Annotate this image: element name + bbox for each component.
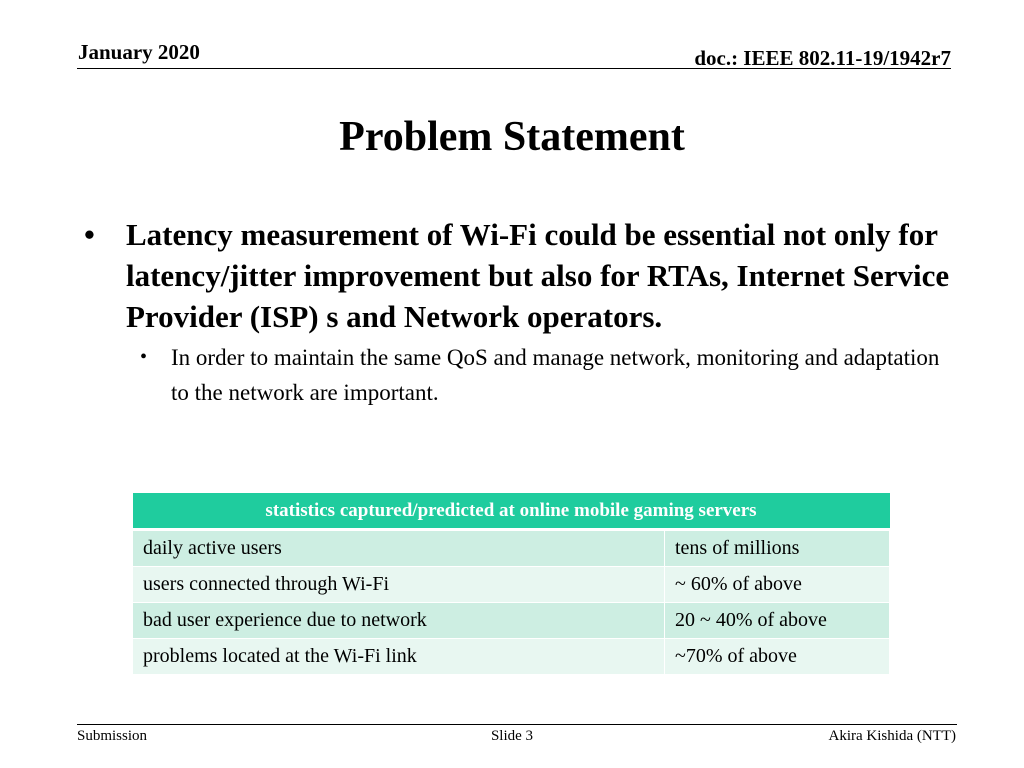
table-row bbox=[133, 639, 890, 675]
sub-bullet-icon: • bbox=[140, 346, 148, 368]
footer-submission: Submission bbox=[77, 728, 148, 744]
table-cell-value: ~70% of above bbox=[665, 639, 890, 675]
header-divider bbox=[77, 68, 951, 69]
slide-title: Problem Statement bbox=[339, 114, 685, 160]
table-cell-label: bad user experience due to network bbox=[133, 603, 665, 639]
table-cell-label: daily active users bbox=[133, 530, 665, 567]
footer-author: Akira Kishida (NTT) bbox=[828, 728, 956, 744]
footer-divider bbox=[77, 724, 957, 725]
bullet-item-main bbox=[80, 214, 960, 337]
table-cell-value: 20 ~ 40% of above bbox=[665, 603, 890, 639]
bullet-text-main: Latency measurement of Wi-Fi could be essential not only for latency/jitter improvement but also for RTAs, Internet Service Provider (ISP) s and Network operators. bbox=[126, 217, 950, 334]
table-row bbox=[133, 530, 890, 567]
table-cell-value: tens of millions bbox=[665, 530, 890, 567]
table-row bbox=[133, 603, 890, 639]
table-cell-value: ~ 60% of above bbox=[665, 567, 890, 603]
bullet-text-sub: In order to maintain the same QoS and manage network, monitoring and adaptation to the network are important. bbox=[171, 345, 940, 405]
table-cell-label: users connected through Wi-Fi bbox=[133, 567, 665, 603]
table-row bbox=[133, 567, 890, 603]
header-doc-id: doc.: IEEE 802.11-19/1942r7 bbox=[694, 46, 951, 70]
bullet-item-sub bbox=[80, 340, 960, 410]
table-header: statistics captured/predicted at online mobile gaming servers bbox=[133, 493, 890, 530]
stats-table bbox=[132, 493, 890, 675]
table-header-row bbox=[133, 493, 890, 530]
table-cell-label: problems located at the Wi-Fi link bbox=[133, 639, 665, 675]
bullet-icon: • bbox=[84, 217, 95, 252]
header-date: January 2020 bbox=[78, 40, 200, 64]
footer-slide-number: Slide 3 bbox=[490, 728, 534, 744]
bullet-list bbox=[80, 214, 960, 410]
